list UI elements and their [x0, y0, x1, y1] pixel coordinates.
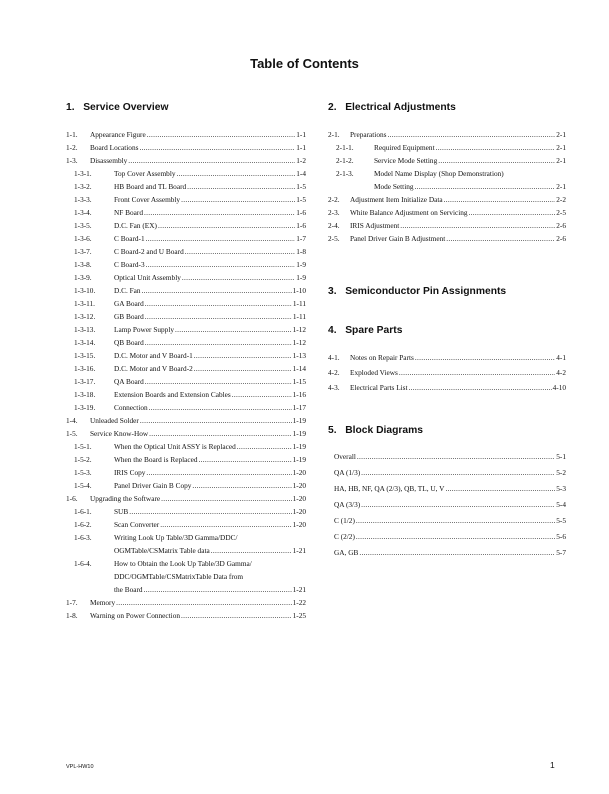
entry-page: 2-6 [556, 221, 566, 230]
dot-leader [415, 182, 556, 191]
section-number: 1. [66, 102, 75, 113]
entry-page: 1-14 [292, 364, 306, 373]
toc-entry [66, 598, 306, 607]
entry-number: 1-3-8. [74, 260, 92, 269]
entry-title: Model Name Display (Shop Demonstration) [374, 169, 504, 178]
entry-title: Connection [114, 403, 148, 412]
entry-title: Panel Driver Gain B Adjustment [350, 234, 446, 243]
toc-entry [74, 390, 306, 399]
entry-number: 2-1-3. [336, 169, 354, 178]
entry-page: 5-4 [556, 500, 566, 509]
entry-title: Exploded Views [350, 368, 398, 378]
section-heading-spare-parts [328, 325, 402, 336]
entry-page: 1-20 [292, 494, 306, 503]
toc-entry [74, 195, 306, 204]
toc-entry [74, 507, 306, 516]
entry-page: 1-11 [292, 312, 306, 321]
entry-page: 1-10 [292, 286, 306, 295]
entry-page: 2-2 [556, 195, 566, 204]
entry-number: 1-6-1. [74, 507, 92, 516]
entry-number: 1-3-7. [74, 247, 92, 256]
entry-page: 1-7 [296, 234, 306, 243]
entry-title: Upgrading the Software [90, 494, 161, 503]
entry-title: Lamp Power Supply [114, 325, 174, 334]
toc-entry [74, 442, 306, 451]
entry-number: 1-3-19. [74, 403, 96, 412]
entry-page: 1-12 [292, 325, 306, 334]
entry-page: 2-1 [556, 182, 566, 191]
toc-entry [74, 182, 306, 191]
entry-page: 1-5 [296, 182, 306, 191]
entry-title: How to Obtain the Look Up Table/3D Gamma/ [114, 559, 252, 568]
entry-title: When the Optical Unit ASSY is Replaced [114, 442, 236, 451]
entry-page: 4-2 [556, 368, 566, 378]
entry-page: 2-1 [556, 143, 566, 152]
toc-entry [74, 403, 306, 412]
toc-entry [74, 364, 306, 373]
entry-number: 1-8. [66, 611, 78, 620]
entry-number: 2-2. [328, 195, 340, 204]
dot-leader [399, 368, 555, 377]
toc-entry [74, 559, 306, 568]
entry-page: 1-21 [292, 585, 306, 594]
entry-page: 2-5 [556, 208, 566, 217]
dot-leader [438, 156, 555, 165]
entry-title: Scan Converter [114, 520, 160, 529]
entry-number: 1-2. [66, 143, 78, 152]
entry-page: 4-10 [552, 383, 566, 393]
dot-leader [187, 182, 295, 191]
toc-entry [334, 468, 566, 477]
dot-leader [161, 494, 291, 503]
section-title: Semiconductor Pin Assignments [345, 286, 507, 297]
toc-entry [334, 500, 566, 509]
section-heading-semiconductor-pin-assignments [328, 286, 506, 297]
entry-number: 1-3-13. [74, 325, 96, 334]
toc-entry [66, 156, 306, 165]
entry-page: 1-16 [292, 390, 306, 399]
entry-page: 1-4 [296, 169, 306, 178]
entry-page: 1-20 [292, 468, 306, 477]
entry-page: 5-7 [556, 548, 566, 557]
entry-page: 1-6 [296, 208, 306, 217]
toc-entry [336, 156, 566, 165]
entry-number: 1-3-1. [74, 169, 92, 178]
section-heading-electrical-adjustments [328, 102, 456, 113]
toc-entry [74, 533, 306, 542]
entry-number: 1-3-17. [74, 377, 96, 386]
toc-entry [74, 325, 306, 334]
entry-title: Panel Driver Gain B Copy [114, 481, 192, 490]
entry-title: DDC/OGMTable/CSMatrixTable Data from [114, 572, 244, 581]
section-title: Spare Parts [345, 325, 403, 336]
dot-leader [446, 234, 555, 243]
dot-leader [144, 208, 295, 217]
entry-number: 1-3. [66, 156, 78, 165]
entry-number: 1-3-11. [74, 299, 96, 308]
entry-title: Overall [334, 452, 356, 461]
entry-title: Adjustment Item Initialize Data [350, 195, 443, 204]
toc-entry [336, 169, 566, 178]
toc-entry [74, 247, 306, 256]
entry-number: 1-3-6. [74, 234, 92, 243]
entry-number: 2-4. [328, 221, 340, 230]
entry-number: 4-1. [328, 353, 340, 362]
dot-leader [146, 468, 291, 477]
entry-page: 1-19 [292, 416, 306, 425]
entry-page: 1-5 [296, 195, 306, 204]
entry-page: 5-3 [556, 484, 566, 493]
entry-title: Board Locations [90, 143, 139, 152]
entry-title: QA (1/3) [334, 468, 361, 477]
entry-number: 1-7. [66, 598, 78, 607]
entry-page: 2-1 [556, 156, 566, 165]
entry-number: 1-3-18. [74, 390, 96, 399]
dot-leader [175, 325, 292, 334]
entry-number: 2-1. [328, 130, 340, 139]
entry-page: 1-9 [296, 260, 306, 269]
dot-leader [116, 598, 291, 607]
entry-page: 1-21 [292, 546, 306, 555]
entry-number: 1-3-3. [74, 195, 92, 204]
dot-leader [436, 143, 556, 152]
toc-entry [334, 452, 566, 461]
dot-leader [145, 312, 292, 321]
entry-page: 1-20 [292, 481, 306, 490]
entry-title: SUB [114, 507, 129, 516]
dot-leader [356, 532, 555, 541]
toc-entry [74, 338, 306, 347]
section-heading-service-overview [66, 102, 168, 113]
entry-number: 1-5-1. [74, 442, 92, 451]
dot-leader [181, 611, 292, 620]
entry-page: 1-2 [296, 156, 306, 165]
entry-title: the Board [114, 585, 143, 594]
entry-title: QA Board [114, 377, 144, 386]
entry-title: IRIS Adjustment [350, 221, 400, 230]
entry-title: GA, GB [334, 548, 359, 557]
entry-title: C (1/2) [334, 516, 355, 525]
entry-page: 1-8 [296, 247, 306, 256]
entry-title: Appearance Figure [90, 130, 146, 139]
toc-entry [328, 195, 566, 204]
entry-title: GA Board [114, 299, 144, 308]
toc-entry [74, 481, 306, 490]
entry-number: 1-6. [66, 494, 78, 503]
section-title: Block Diagrams [345, 425, 424, 436]
entry-title: D.C. Motor and V Board-1 [114, 351, 193, 360]
dot-leader [237, 442, 292, 451]
toc-entry [328, 353, 566, 362]
entry-title: Unleaded Solder [90, 416, 139, 425]
entry-title: D.C. Motor and V Board-2 [114, 364, 193, 373]
toc-entry [334, 516, 566, 525]
toc-entry [74, 208, 306, 217]
toc-entry [74, 585, 306, 594]
toc-entry [328, 368, 566, 377]
dot-leader [140, 416, 292, 425]
entry-title: IRIS Copy [114, 468, 146, 477]
entry-title: C Board-3 [114, 260, 145, 269]
entry-page: 5-6 [556, 532, 566, 541]
dot-leader [160, 520, 291, 529]
dot-leader [361, 468, 555, 477]
toc-entry [74, 572, 306, 581]
dot-leader [356, 516, 555, 525]
dot-leader [145, 299, 292, 308]
toc-entry [74, 234, 306, 243]
dot-leader [128, 156, 295, 165]
toc-entry [328, 208, 566, 217]
entry-title: GB Board [114, 312, 144, 321]
toc-entry [66, 130, 306, 139]
entry-page: 1-25 [292, 611, 306, 620]
entry-number: 1-5-4. [74, 481, 92, 490]
dot-leader [146, 260, 296, 269]
dot-leader [192, 481, 291, 490]
entry-page: 1-22 [292, 598, 306, 607]
entry-title: Required Equipment [374, 143, 435, 152]
entry-number: 2-1-2. [336, 156, 354, 165]
dot-leader [146, 234, 296, 243]
dot-leader [149, 403, 292, 412]
toc-entry [74, 312, 306, 321]
entry-page: 1-19 [292, 455, 306, 464]
toc-entry [328, 234, 566, 243]
entry-title: QA (3/3) [334, 500, 361, 509]
entry-title: Disassembly [90, 156, 128, 165]
dot-leader [415, 353, 555, 362]
entry-page: 1-1 [296, 143, 306, 152]
dot-leader [357, 452, 555, 461]
dot-leader [182, 273, 295, 282]
entry-title: HA, HB, NF, QA (2/3), QB, TL, U, V [334, 484, 445, 493]
entry-number: 1-6-3. [74, 533, 92, 542]
entry-number: 2-5. [328, 234, 340, 243]
model-number: VPL-HW10 [66, 764, 94, 770]
entry-number: 4-3. [328, 383, 340, 393]
toc-entry [328, 130, 566, 139]
toc-entry [74, 286, 306, 295]
entry-page: 1-13 [292, 351, 306, 360]
entry-number: 1-5. [66, 429, 78, 438]
entry-number: 2-1-1. [336, 143, 354, 152]
entry-number: 1-3-10. [74, 286, 96, 295]
entry-page: 1-6 [296, 221, 306, 230]
toc-entry [74, 221, 306, 230]
entry-page: 1-20 [292, 520, 306, 529]
entry-page: 2-1 [556, 130, 566, 139]
dot-leader [142, 286, 292, 295]
entry-title: Memory [90, 598, 116, 607]
entry-title: HB Board and TL Board [114, 182, 187, 191]
entry-page: 1-15 [292, 377, 306, 386]
entry-number: 1-6-2. [74, 520, 92, 529]
dot-leader [145, 338, 292, 347]
entry-number: 1-3-4. [74, 208, 92, 217]
entry-title: Top Cover Assembly [114, 169, 176, 178]
entry-number: 4-2. [328, 368, 340, 378]
toc-entry [74, 299, 306, 308]
entry-title: D.C. Fan (EX) [114, 221, 157, 230]
entry-title: Preparations [350, 130, 387, 139]
entry-title: Front Cover Assembly [114, 195, 181, 204]
dot-leader [181, 195, 295, 204]
entry-number: 1-4. [66, 416, 78, 425]
toc-entry [334, 532, 566, 541]
dot-leader [198, 455, 291, 464]
entry-number: 1-5-2. [74, 455, 92, 464]
dot-leader [359, 548, 555, 557]
toc-entry [328, 221, 566, 230]
entry-page: 1-20 [292, 507, 306, 516]
dot-leader [129, 507, 291, 516]
entry-title: OGMTable/CSMatrix Table data [114, 546, 210, 555]
section-title: Service Overview [83, 102, 169, 113]
entry-title: White Balance Adjustment on Servicing [350, 208, 468, 217]
entry-title: Writing Look Up Table/3D Gamma/DDC/ [114, 533, 238, 542]
entry-title: Notes on Repair Parts [350, 353, 414, 362]
entry-number: 1-1. [66, 130, 78, 139]
entry-title: Warning on Power Connection [90, 611, 180, 620]
entry-title: Mode Setting [374, 182, 414, 191]
entry-title: Optical Unit Assembly [114, 273, 181, 282]
section-heading-block-diagrams [328, 425, 423, 436]
entry-page: 1-19 [292, 442, 306, 451]
toc-entry [336, 182, 566, 191]
section-number: 5. [328, 425, 337, 436]
toc-entry [66, 429, 306, 438]
dot-leader [177, 169, 296, 178]
page-title: Table of Contents [250, 56, 359, 71]
toc-entry [74, 455, 306, 464]
section-number: 4. [328, 325, 337, 336]
dot-leader [232, 390, 292, 399]
section-number: 2. [328, 102, 337, 113]
toc-entry [334, 548, 566, 557]
entry-number: 1-6-4. [74, 559, 92, 568]
toc-entry [334, 484, 566, 493]
toc-entry [74, 546, 306, 555]
entry-title: Service Mode Setting [374, 156, 438, 165]
toc-entry [66, 494, 306, 503]
toc-entry [328, 383, 566, 392]
toc-entry [74, 260, 306, 269]
entry-number: 1-3-16. [74, 364, 96, 373]
dot-leader [387, 130, 555, 139]
toc-entry [74, 273, 306, 282]
entry-number: 1-3-2. [74, 182, 92, 191]
entry-page: 2-6 [556, 234, 566, 243]
entry-title: C (2/2) [334, 532, 355, 541]
toc-entry [74, 468, 306, 477]
entry-page: 5-2 [556, 468, 566, 477]
dot-leader [400, 221, 555, 230]
dot-leader [139, 143, 295, 152]
entry-title: D.C. Fan [114, 286, 141, 295]
toc-entry [74, 169, 306, 178]
entry-number: 2-3. [328, 208, 340, 217]
dot-leader [145, 377, 292, 386]
entry-page: 5-1 [556, 452, 566, 461]
entry-title: C Board-2 and U Board [114, 247, 184, 256]
toc-entry [66, 143, 306, 152]
dot-leader [445, 484, 555, 493]
dot-leader [444, 195, 556, 204]
entry-number: 1-5-3. [74, 468, 92, 477]
dot-leader [185, 247, 296, 256]
entry-page: 5-5 [556, 516, 566, 525]
entry-title: Electrical Parts List [350, 383, 408, 393]
dot-leader [211, 546, 292, 555]
entry-page: 1-11 [292, 299, 306, 308]
entry-page: 1-9 [296, 273, 306, 282]
entry-page: 1-17 [292, 403, 306, 412]
entry-page: 1-12 [292, 338, 306, 347]
entry-page: 1-19 [292, 429, 306, 438]
entry-number: 1-3-5. [74, 221, 92, 230]
entry-page: 4-1 [556, 353, 566, 362]
dot-leader [361, 500, 555, 509]
toc-entry [74, 377, 306, 386]
entry-title: NF Board [114, 208, 143, 217]
entry-number: 1-3-12. [74, 312, 96, 321]
entry-number: 1-3-14. [74, 338, 96, 347]
entry-title: Service Know-How [90, 429, 149, 438]
dot-leader [194, 351, 292, 360]
dot-leader [194, 364, 292, 373]
toc-entry [74, 351, 306, 360]
section-title: Electrical Adjustments [345, 102, 456, 113]
entry-number: 1-3-15. [74, 351, 96, 360]
page-number: 1 [550, 760, 555, 770]
dot-leader [469, 208, 556, 217]
dot-leader [149, 429, 291, 438]
toc-entry [336, 143, 566, 152]
entry-title: QB Board [114, 338, 144, 347]
section-number: 3. [328, 286, 337, 297]
dot-leader [147, 130, 296, 139]
dot-leader [158, 221, 295, 230]
entry-title: When the Board is Replaced [114, 455, 198, 464]
toc-entry [66, 416, 306, 425]
dot-leader [144, 585, 292, 594]
dot-leader [409, 383, 552, 392]
entry-page: 1-1 [296, 130, 306, 139]
toc-entry [66, 611, 306, 620]
entry-title: Extension Boards and Extension Cables [114, 390, 231, 399]
entry-number: 1-3-9. [74, 273, 92, 282]
toc-entry [74, 520, 306, 529]
entry-title: C Board-1 [114, 234, 145, 243]
